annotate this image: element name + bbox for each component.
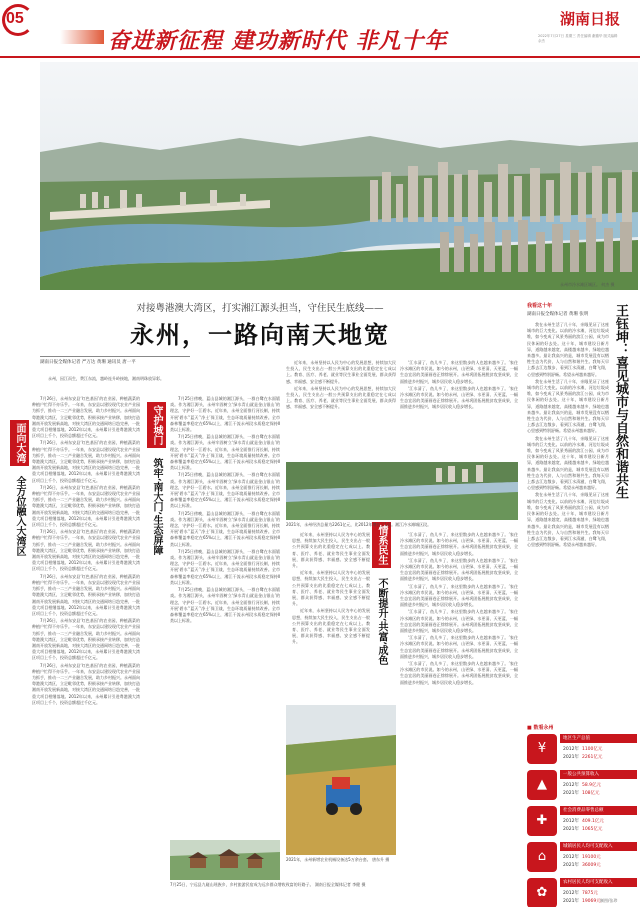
interview-text: 我在永州生活了几十年，亲眼见证了这座城市的巨大变化。以前的冷水滩，河边垃圾成堆，如今变成了风景秀丽的滨江公园，成为市民休闲的好去处。这十年，城市建设日新月异，道路越来越宽，高楼越来越多，绿地也越来越多。最让我高兴的是，城市发展没有以牺牲生态为代价，人与自然和谐共生。我每天早上都去江边散步，看到江水清澈，白鹭飞翔，心里感到特别舒畅。希望永州越来越好。 我在永州生活了几十年，亲眼见证了这座城市的巨大变化。以前的冷水滩，河边垃圾成堆，如今变成了风景秀丽的滨江公园，成为市民休闲的好去处。这十年，城市建设日新月异，道路越来越宽，高楼越来越多，绿地也越来越多。最让我高兴的是，城市发展没有以牺牲生态为代价，人与自然和谐共生。我每天早上都去江边散步，看到江水清澈，白鹭飞翔，心里感到特别舒畅。希望永州越来越好。 我在永州生活了几十年，亲眼见证了这座城市的巨大变化。以前的冷水滩，河边垃圾成堆，如今变成了风景秀丽的滨江公园，成为市民休闲的好去处。这十年，城市建设日新月异，道路越来越宽，高楼越来越多，绿地也越来越多。最让我高兴的是，城市发展没有以牺牲生态为代价，人与自然和谐共生。我每天早上都去江边散步，看到江水清澈，白鹭飞翔，心里感到特别舒畅。希望永州越来越好。 我在永州生活了几十年，亲眼见证了这座城市的巨大变化。以前的冷水滩，河边垃圾成堆，如今变成了风景秀丽的滨江公园，成为市民休闲的好去处。这十年，城市建设日新月异，道路越来越宽，高楼越来越多，绿地也越来越多。最让我高兴的是，城市发展没有以牺牲生态为代价，人与自然和谐共生。我每天早上都去江边散步，看到江水清澈，白鹭飞翔，心里感到特别舒畅。希望永州越来越好。 xyxy=(527,322,609,548)
main-city-photo xyxy=(40,62,638,290)
interview-byline: 湖南日报全媒体记者 黄珊 张明 xyxy=(527,312,589,317)
column-tag: 我看这十年 xyxy=(527,303,553,309)
section-2-title: 筑牢‘南大门’生态屏障 xyxy=(151,458,162,555)
stat-retail-sales xyxy=(527,806,637,841)
river-inset-photo xyxy=(286,462,518,520)
stat-title: 社会消费品零售总额 xyxy=(560,806,637,815)
growth-icon: ▲ xyxy=(527,770,557,800)
stat-row: 2012年 409.1亿元 xyxy=(563,819,604,824)
yuan-icon: ¥ xyxy=(527,734,557,764)
page-header xyxy=(0,0,640,60)
section-2-tag: 守护城门 xyxy=(147,402,166,448)
cart-icon: ✚ xyxy=(527,806,557,836)
stat-gdp xyxy=(527,734,637,769)
stat-row: 2021年 36009元 xyxy=(563,863,601,868)
stat-row: 2012年 19100元 xyxy=(563,855,601,860)
body-column-4: ‘江水清了，鱼儿多了，来这里散步的人也越来越多了。’家住冷水滩区的市民说。如今的永州，山更绿、水更清、天更蓝，一幅生态宜居的美丽画卷正徐徐展开。永州巩固拓展脱贫攻坚成果，全面推进乡村振兴，城乡居民收入稳步增长。 ‘江水清了，鱼儿多了，来这里散步的人也越来越多了。’家住冷水滩区的市民说。如今的永州，山更绿、水更清、天更蓝，一幅生态宜居的美丽画卷正徐徐展开。永州巩固拓展脱贫攻坚成果，全面推进乡村振兴，城乡居民收入稳步增长。 ‘江水清了，鱼儿多了，来这里散步的人也越来越多了。’家住冷水滩区的市民说。如今的永州，山更绿、水更清、天更蓝，一幅生态宜居的美丽画卷正徐徐展开。永州巩固拓展脱贫攻坚成果，全面推进乡村振兴，城乡居民收入稳步增长。 ‘江水清了，鱼儿多了，来这里散步的人也越来越多了。’家住冷水滩区的市民说。如今的永州，山更绿、水更清、天更蓝，一幅生态宜居的美丽画卷正徐徐展开。永州巩固拓展脱贫攻坚成果，全面推进乡村振兴，城乡居民收入稳步增长。 ‘江水清了，鱼儿多了，来这里散步的人也越来越多了。’家住冷水滩区的市民说。如今的永州，山更绿、水更清、天更蓝，一幅生态宜居的美丽画卷正徐徐展开。永州巩固拓展脱贫攻坚成果，全面推进乡村振兴，城乡居民收入稳步增长。 ‘江水清了，鱼儿多了，来这里散步的人也越来越多了。’家住冷水滩区的市民说。如今的永州，山更绿、水更清、天更蓝，一幅生态宜居的美丽画卷正徐徐展开。永州巩固拓展脱贫攻坚成果，全面推进乡村振兴，城乡居民收入稳步增长。 xyxy=(400,532,518,685)
stat-title: 农村居民人均可支配收入 xyxy=(560,878,637,887)
page-number: 05 xyxy=(6,10,24,27)
river-inset-caption: 2021年，永州经济总量为2261亿元，比2012年增长了1倍。湘江冷水滩城区段。 xyxy=(286,522,432,527)
article-kicker: 对接粤港澳大湾区，打实湘江源头担当，守住民生底线—— xyxy=(136,303,384,314)
banner-stripe xyxy=(60,30,104,44)
stat-rural-income xyxy=(527,878,637,907)
farm-inset-photo xyxy=(286,705,396,855)
stat-row: 2012年 1100亿元 xyxy=(563,747,603,752)
section-banner: 奋进新征程 建功新时代 非凡十年 xyxy=(108,28,448,54)
stat-row: 2012年 58.9亿元 xyxy=(563,783,601,788)
stats-panel xyxy=(527,724,637,907)
stat-title: 地区生产总值 xyxy=(560,734,637,743)
lead-paragraph: 永州，因江而生，费江东流，越岭连升岭接地，湘南明珠放异彩。 xyxy=(48,376,164,381)
stat-row: 2021年 1065亿元 xyxy=(563,827,603,832)
flower-icon: ✿ xyxy=(527,878,557,907)
stat-urban-income xyxy=(527,842,637,877)
farm-inset-caption: 2021年，永州新增农业机械设备达5万余台套。 唐东升 摄 xyxy=(286,857,390,862)
section-3-title: 不断提升‘共富’成色 xyxy=(376,578,387,665)
article-lead xyxy=(40,376,190,394)
stat-row: 2021年 19069元 xyxy=(563,899,601,904)
section-1-title: 全方位融入大湾区 xyxy=(14,476,25,556)
stat-budget-revenue xyxy=(527,770,637,805)
body-column-4-top: ‘江水清了，鱼儿多了，来这里散步的人也越来越多了。’家住冷水滩区的市民说。如今的永州，山更绿、水更清、天更蓝，一幅生态宜居的美丽画卷正徐徐展开。永州巩固拓展脱贫攻坚成果，全面推进乡村振兴，城乡居民收入稳步增长。 ‘江水清了，鱼儿多了，来这里散步的人也越来越多了。’家住冷水滩区的市民说。如今的永州，山更绿、水更清、天更蓝，一幅生态宜居的美丽画卷正徐徐展开。永州巩固拓展脱贫攻坚成果，全面推进乡村振兴，城乡居民收入稳步增长。 xyxy=(400,360,518,410)
interview-title: 王钰坤：喜见城市与自然和谐共生 xyxy=(613,304,628,499)
body-column-3-mid: 近年来，永州坚持以人民为中心的发展思想，持续加大民生投入，民生支出占一般公共预算支出的比重稳定在七成以上。教育、医疗、养老、就业等民生事业全面发展，群众获得感、幸福感、安全感不断提升。 近年来，永州坚持以人民为中心的发展思想，持续加大民生投入，民生支出占一般公共预算支出的比重稳定在七成以上。教育、医疗、养老、就业等民生事业全面发展，群众获得感、幸福感、安全感不断提升。 近年来，永州坚持以人民为中心的发展思想，持续加大民生投入，民生支出占一般公共预算支出的比重稳定在七成以上。教育、医疗、养老、就业等民生事业全面发展，群众获得感、幸福感、安全感不断提升。 xyxy=(292,532,370,645)
header-rule xyxy=(0,56,640,58)
body-column-3-top: 近年来，永州坚持以人民为中心的发展思想，持续加大民生投入，民生支出占一般公共预算支出的比重稳定在七成以上。教育、医疗、养老、就业等民生事业全面发展，群众获得感、幸福感、安全感不断提升。 近年来，永州坚持以人民为中心的发展思想，持续加大民生投入，民生支出占一般公共预算支出的比重稳定在七成以上。教育、医疗、养老、就业等民生事业全面发展，群众获得感、幸福感、安全感不断提升。 xyxy=(286,360,396,410)
village-inset-caption: 7月25日，宁远县九嶷山瑶族乡，乡村旅游民宿成为远乡群众增收致富的好路子。 湖南日报全媒体记者 李健 摄 xyxy=(170,882,366,887)
village-inset-photo xyxy=(170,840,280,880)
article-headline: 永州，一路向南天地宽 xyxy=(130,320,390,349)
graphic-credit: 制图/张珍 xyxy=(600,898,618,903)
newspaper-logo: 湖南日报 xyxy=(559,10,620,28)
main-photo-caption: 永州市冷水滩区城区。 何杰 摄 xyxy=(560,282,615,287)
stat-row: 2021年 108亿元 xyxy=(563,791,600,796)
article-byline: 湖南日报全媒体记者 严万达 黄珊 通讯员 唐一平 xyxy=(40,356,190,366)
stat-title: 一般公共预算收入 xyxy=(560,770,637,779)
body-column-2: 7月25日傍晚，蓝山县城的湘江源头，一群白鹭在水面嬉戏。作为湘江源头，永州牢固树立‘绿水青山就是金山银山’的理念，守护好一江碧水。近年来，永州全面推行河长制，持续开展‘碧水’‘蓝天’‘净土’保卫战，生态环境质量持续改善。全市森林覆盖率稳定在65%以上，湘江干流永州段水质稳定保持Ⅱ类以上标准。 7月25日傍晚，蓝山县城的湘江源头，一群白鹭在水面嬉戏。作为湘江源头，永州牢固树立‘绿水青山就是金山银山’的理念，守护好一江碧水。近年来，永州全面推行河长制，持续开展‘碧水’‘蓝天’‘净土’保卫战，生态环境质量持续改善。全市森林覆盖率稳定在65%以上，湘江干流永州段水质稳定保持Ⅱ类以上标准。 7月25日傍晚，蓝山县城的湘江源头，一群白鹭在水面嬉戏。作为湘江源头，永州牢固树立‘绿水青山就是金山银山’的理念，守护好一江碧水。近年来，永州全面推行河长制，持续开展‘碧水’‘蓝天’‘净土’保卫战，生态环境质量持续改善。全市森林覆盖率稳定在65%以上，湘江干流永州段水质稳定保持Ⅱ类以上标准。 7月25日傍晚，蓝山县城的湘江源头，一群白鹭在水面嬉戏。作为湘江源头，永州牢固树立‘绿水青山就是金山银山’的理念，守护好一江碧水。近年来，永州全面推行河长制，持续开展‘碧水’‘蓝天’‘净土’保卫战，生态环境质量持续改善。全市森林覆盖率稳定在65%以上，湘江干流永州段水质稳定保持Ⅱ类以上标准。 7月25日傍晚，蓝山县城的湘江源头，一群白鹭在水面嬉戏。作为湘江源头，永州牢固树立‘绿水青山就是金山银山’的理念，守护好一江碧水。近年来，永州全面推行河长制，持续开展‘碧水’‘蓝天’‘净土’保卫战，生态环境质量持续改善。全市森林覆盖率稳定在65%以上，湘江干流永州段水质稳定保持Ⅱ类以上标准。 7月25日傍晚，蓝山县城的湘江源头，一群白鹭在水面嬉戏。作为湘江源头，永州牢固树立‘绿水青山就是金山银山’的理念，守护好一江碧水。近年来，永州全面推行河长制，持续开展‘碧水’‘蓝天’‘净土’保卫战，生态环境质量持续改善。全市森林覆盖率稳定在65%以上，湘江干流永州段水质稳定保持Ⅱ类以上标准。 xyxy=(170,396,280,624)
stat-row: 2021年 2261亿元 xyxy=(563,755,603,760)
edition-meta: 2022年7月27日 星期三 责任编辑 谢璐华 版式编辑 余杰 xyxy=(538,34,618,43)
stats-panel-heading: ■ 数看永州 xyxy=(527,725,554,731)
stat-title: 城镇居民人均可支配收入 xyxy=(560,842,637,851)
stat-row: 2012年 7875元 xyxy=(563,891,598,896)
section-3-tag: 情系民生 xyxy=(372,522,391,568)
house-icon: ⌂ xyxy=(527,842,557,872)
body-column-1: 7月26日，永州东安县‘红色基因’的农业园，种植蔬菜的种植户忙得不亦乐乎。一年来，东安县以建设现代农业产业园为抓手，推动一二三产业融合发展，助力乡村振兴。永州面向粤港澳大湾区，立足毗邻优势，积极承接产业转移，加快打造湘南开放发展新高地，对接大湾区的交通网络日趋完善，一批重大项目相继落地。2012年以来，永州累计引进粤港澳大湾区项目上千个，投资总额超过千亿元。 7月26日，永州东安县‘红色基因’的农业园，种植蔬菜的种植户忙得不亦乐乎。一年来，东安县以建设现代农业产业园为抓手，推动一二三产业融合发展，助力乡村振兴。永州面向粤港澳大湾区，立足毗邻优势，积极承接产业转移，加快打造湘南开放发展新高地，对接大湾区的交通网络日趋完善，一批重大项目相继落地。2012年以来，永州累计引进粤港澳大湾区项目上千个，投资总额超过千亿元。 7月26日，永州东安县‘红色基因’的农业园，种植蔬菜的种植户忙得不亦乐乎。一年来，东安县以建设现代农业产业园为抓手，推动一二三产业融合发展，助力乡村振兴。永州面向粤港澳大湾区，立足毗邻优势，积极承接产业转移，加快打造湘南开放发展新高地，对接大湾区的交通网络日趋完善，一批重大项目相继落地。2012年以来，永州累计引进粤港澳大湾区项目上千个，投资总额超过千亿元。 7月26日，永州东安县‘红色基因’的农业园，种植蔬菜的种植户忙得不亦乐乎。一年来，东安县以建设现代农业产业园为抓手，推动一二三产业融合发展，助力乡村振兴。永州面向粤港澳大湾区，立足毗邻优势，积极承接产业转移，加快打造湘南开放发展新高地，对接大湾区的交通网络日趋完善，一批重大项目相继落地。2012年以来，永州累计引进粤港澳大湾区项目上千个，投资总额超过千亿元。 7月26日，永州东安县‘红色基因’的农业园，种植蔬菜的种植户忙得不亦乐乎。一年来，东安县以建设现代农业产业园为抓手，推动一二三产业融合发展，助力乡村振兴。永州面向粤港澳大湾区，立足毗邻优势，积极承接产业转移，加快打造湘南开放发展新高地，对接大湾区的交通网络日趋完善，一批重大项目相继落地。2012年以来，永州累计引进粤港澳大湾区项目上千个，投资总额超过千亿元。 7月26日，永州东安县‘红色基因’的农业园，种植蔬菜的种植户忙得不亦乐乎。一年来，东安县以建设现代农业产业园为抓手，推动一二三产业融合发展，助力乡村振兴。永州面向粤港澳大湾区，立足毗邻优势，积极承接产业转移，加快打造湘南开放发展新高地，对接大湾区的交通网络日趋完善，一批重大项目相继落地。2012年以来，永州累计引进粤港澳大湾区项目上千个，投资总额超过千亿元。 7月26日，永州东安县‘红色基因’的农业园，种植蔬菜的种植户忙得不亦乐乎。一年来，东安县以建设现代农业产业园为抓手，推动一二三产业融合发展，助力乡村振兴。永州面向粤港澳大湾区，立足毗邻优势，积极承接产业转移，加快打造湘南开放发展新高地，对接大湾区的交通网络日趋完善，一批重大项目相继落地。2012年以来，永州累计引进粤港澳大湾区项目上千个，投资总额超过千亿元。 xyxy=(32,396,140,705)
section-1-tag: 面向大湾 xyxy=(10,420,29,466)
